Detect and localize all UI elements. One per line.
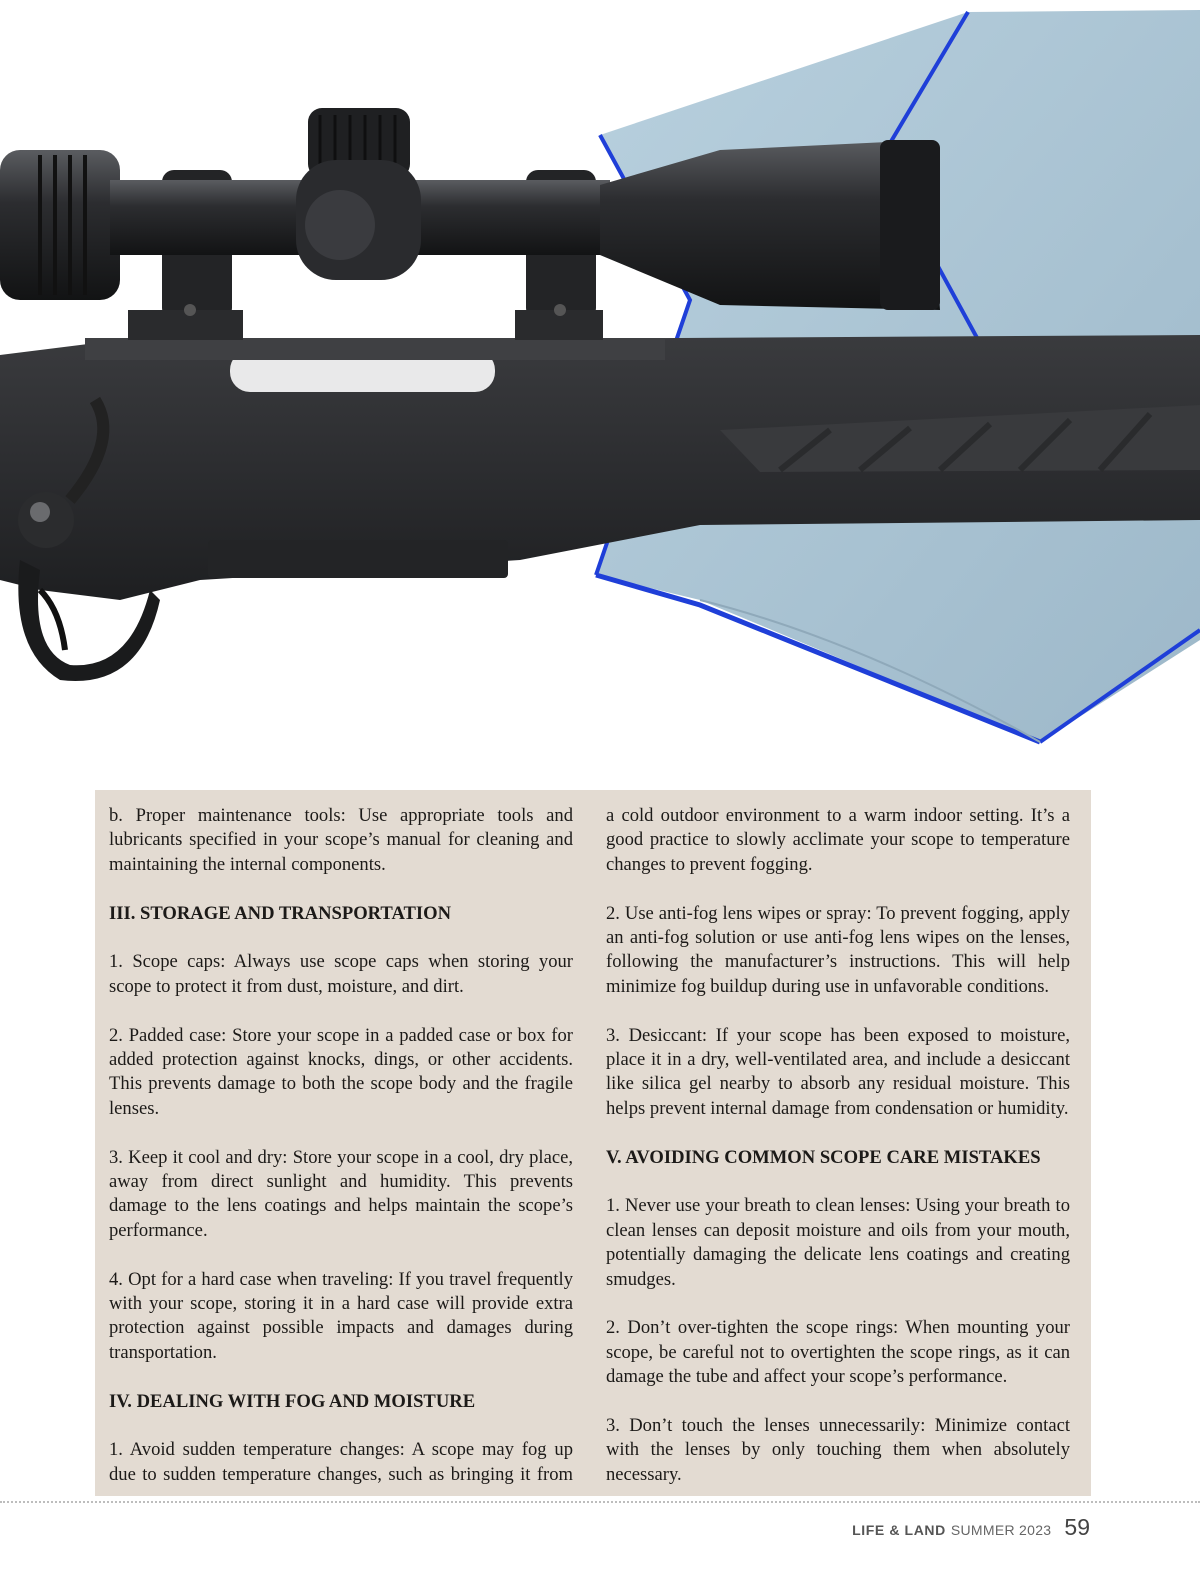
article-column-right: [606, 804, 1070, 1487]
paragraph: 1. Avoid sudden temperature changes: A scope may fog up due to sudden temperature changes, such as bringing it from: [109, 1439, 573, 1485]
rifle-scope-illustration: [0, 0, 1200, 760]
paragraph: 2. Use anti-fog lens wipes or spray: To prevent fogging, apply an anti-fog solution or use anti-fog lens wipes on the lenses, following the manufacturer’s instructions. This will help minimize fog buildup during use in unfavorable conditions.: [606, 902, 1070, 997]
magazine-name: LIFE & LAND: [852, 1522, 946, 1538]
hero-photo: [0, 0, 1200, 760]
section-heading: IV. DEALING WITH FOG AND MOISTURE: [109, 1390, 476, 1412]
footer-divider: [0, 1501, 1200, 1503]
paragraph: 2. Padded case: Store your scope in a padded case or box for added protection against knocks, dings, or other accidents. This prevents damage to both the scope body and the fragile lenses.: [109, 1024, 573, 1119]
page-footer: [852, 1514, 1090, 1544]
issue-label: SUMMER 2023: [950, 1522, 1052, 1538]
section-heading: III. STORAGE AND TRANSPORTATION: [109, 902, 452, 924]
paragraph: 3. Keep it cool and dry: Store your scope in a cool, dry place, away from direct sunlight and humidity. This prevents damage to the lens coatings and helps maintain the scope’s performance.: [109, 1146, 573, 1241]
paragraph: 4. Opt for a hard case when traveling: If you travel frequently with your scope, storing it in a hard case will provide extra protection against possible impacts and damages during transportation.: [109, 1268, 573, 1363]
paragraph: 1. Scope caps: Always use scope caps when storing your scope to protect it from dust, moisture, and dirt.: [109, 951, 573, 997]
paragraph: 3. Don’t touch the lenses unnecessarily: Minimize contact with the lenses by only touching them when absolutely necessary.: [606, 1415, 1070, 1485]
article-text-box: [95, 790, 1091, 1496]
article-column-left: [109, 804, 573, 1487]
section-heading: V. AVOIDING COMMON SCOPE CARE MISTAKES: [606, 1146, 1041, 1168]
paragraph: 1. Never use your breath to clean lenses: Using your breath to clean lenses can deposit moisture and oils from your mouth, potentially damaging the delicate lens coatings and creating smudges.: [606, 1195, 1070, 1290]
paragraph: a cold outdoor environment to a warm indoor setting. It’s a good practice to slowly acclimate your scope to temperature changes to prevent fogging.: [606, 805, 1070, 875]
paragraph: 2. Don’t over-tighten the scope rings: When mounting your scope, be careful not to overtighten the scope rings, as it can damage the tube and affect your scope’s performance.: [606, 1317, 1070, 1388]
paragraph: b. Proper maintenance tools: Use appropriate tools and lubricants specified in your scope’s manual for cleaning and maintaining the internal components.: [109, 805, 573, 875]
page-number: 59: [1064, 1514, 1090, 1540]
paragraph: 3. Desiccant: If your scope has been exposed to moisture, place it in a dry, well-ventilated area, and include a desiccant like silica gel nearby to absorb any residual moisture. This helps prevent internal damage from condensation or humidity.: [606, 1024, 1070, 1119]
